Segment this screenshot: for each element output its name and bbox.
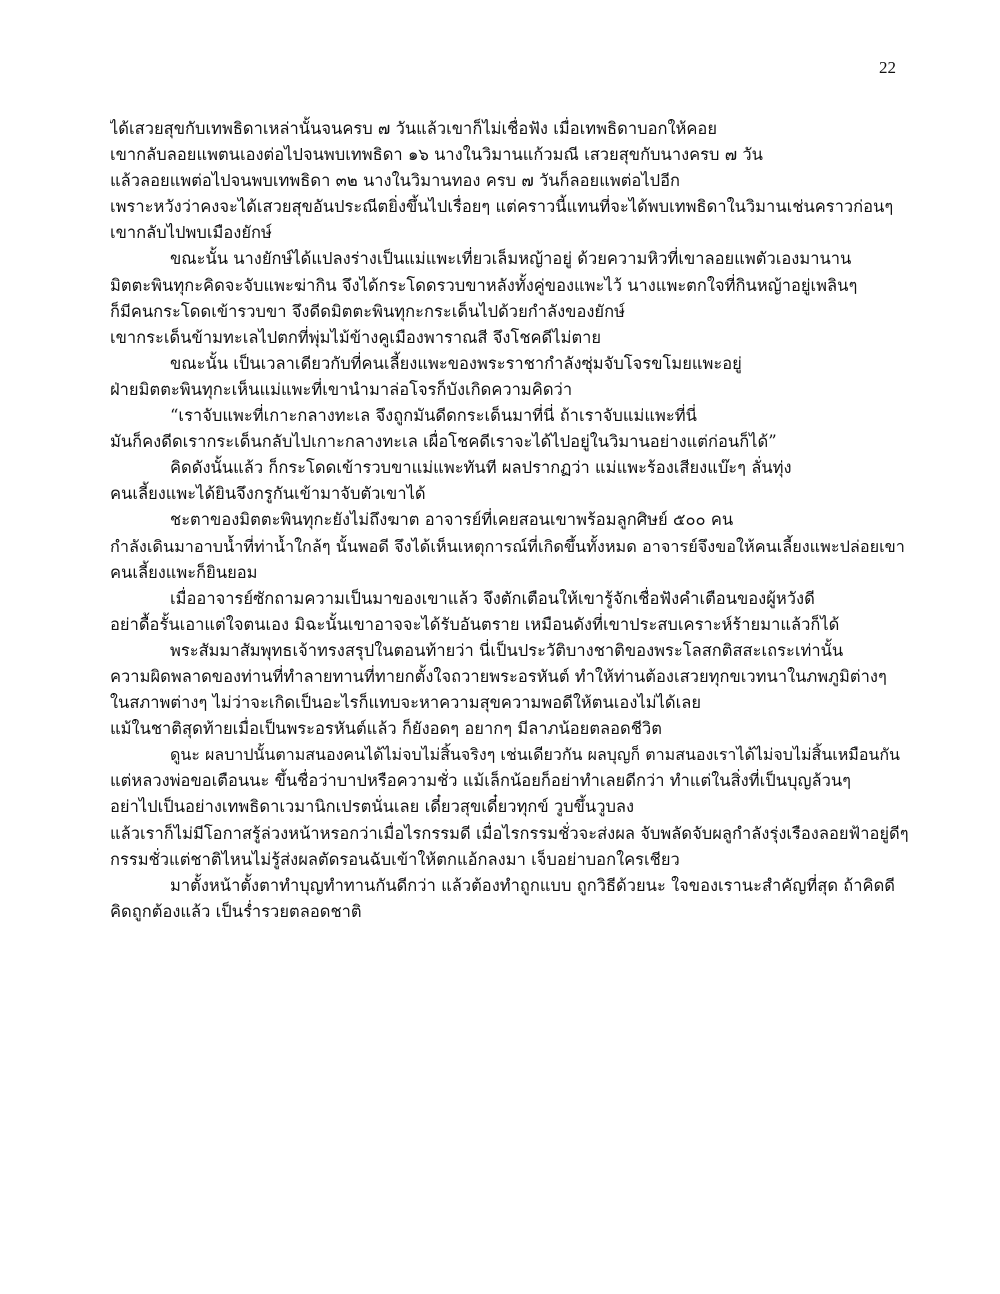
text-line: เพราะหวังว่าคงจะได้เสวยสุขอันประณีตยิ่งขึ้นไปเรื่อยๆ แต่คราวนี้แทนที่จะได้พบเทพธิดาในวิมานเช่นคราวก่อนๆ xyxy=(110,197,894,217)
text-line: เมื่ออาจารย์ซักถามความเป็นมาของเขาแล้ว จึงตักเตือนให้เขารู้จักเชื่อฟังคำเตือนของผู้หวังดี xyxy=(170,588,815,608)
text-line: คิดดังนั้นแล้ว ก็กระโดดเข้ารวบขาแม่แพะทันที ผลปรากฏว่า แม่แพะร้องเสียงแบ๊ะๆ ลั่นทุ่ง xyxy=(170,458,792,478)
text-line: คิดถูกต้องแล้ว เป็นร่ำรวยตลอดชาติ xyxy=(110,901,362,921)
text-line: ชะตาของมิตตะพินทุกะยังไม่ถึงฆาต อาจารย์ที่เคยสอนเขาพร้อมลูกศิษย์ ๕๐๐ คน xyxy=(170,510,734,530)
text-line: ในสภาพต่างๆ ไม่ว่าจะเกิดเป็นอะไรก็แทบจะหาความสุขความพอดีให้ตนเองไม่ได้เลย xyxy=(110,693,702,713)
text-line: กรรมชั่วแต่ชาติไหนไม่รู้ส่งผลตัดรอนฉับเข้าให้ตกแอ้กลงมา เจ็บอย่าบอกใครเชียว xyxy=(110,849,680,869)
text-line: แล้วลอยแพต่อไปจนพบเทพธิดา ๓๒ นางในวิมานทอง ครบ ๗ วันก็ลอยแพต่อไปอีก xyxy=(110,171,681,191)
text-line: อย่าไปเป็นอย่างเทพธิดาเวมานิกเปรตนั่นเลย เดี๋ยวสุขเดี๋ยวทุกข์ วูบขึ้นวูบลง xyxy=(110,797,635,817)
text-line: ความผิดพลาดของท่านที่ทำลายทานที่ทายกตั้งใจถวายพระอรหันต์ ทำให้ท่านต้องเสวยทุกขเวทนาในภพภูมิต่างๆ xyxy=(110,666,887,686)
text-line: เขากลับไปพบเมืองยักษ์ xyxy=(110,223,272,243)
text-line: แม้ในชาติสุดท้ายเมื่อเป็นพระอรหันต์แล้ว ก็ยังอดๆ อยากๆ มีลาภน้อยตลอดชีวิต xyxy=(110,719,662,739)
text-line: ขณะนั้น เป็นเวลาเดียวกับที่คนเลี้ยงแพะของพระราชากำลังซุ่มจับโจรขโมยแพะอยู่ xyxy=(170,353,742,373)
text-line: แล้วเราก็ไม่มีโอกาสรู้ล่วงหน้าหรอกว่าเมื่อไรกรรมดี เมื่อไรกรรมชั่วจะส่งผล จับพลัดจับผลูกำลังรุ่งเรืองลอยฟ้าอยู่ดีๆ xyxy=(110,823,909,843)
body-text xyxy=(110,116,910,925)
text-line: เขากลับลอยแพตนเองต่อไปจนพบเทพธิดา ๑๖ นางในวิมานแก้วมณี เสวยสุขกับนางครบ ๗ วัน xyxy=(110,145,763,165)
text-line: แต่หลวงพ่อขอเตือนนะ ขึ้นชื่อว่าบาปหรือความชั่ว แม้เล็กน้อยก็อย่าทำเลยดีกว่า ทำแต่ในสิ่งที่เป็นบุญล้วนๆ xyxy=(110,771,852,791)
text-line: มิตตะพินทุกะคิดจะจับแพะฆ่ากิน จึงได้กระโดดรวบขาหลังทั้งคู่ของแพะไว้ นางแพะตกใจที่กินหญ้าอยู่เพลินๆ xyxy=(110,275,858,295)
text-line: ฝ่ายมิตตะพินทุกะเห็นแม่แพะที่เขานำมาล่อโจรก็บังเกิดความคิดว่า xyxy=(110,379,573,399)
text-line: อย่าดื้อรั้นเอาแต่ใจตนเอง มิฉะนั้นเขาอาจจะได้รับอันตราย เหมือนดังที่เขาประสบเคราะห์ร้ายมาแล้วก็ได้ xyxy=(110,614,840,634)
text-line: คนเลี้ยงแพะก็ยินยอม xyxy=(110,562,258,582)
text-line: มันก็คงดีดเรากระเด็นกลับไปเกาะกลางทะเล เผื่อโชคดีเราจะได้ไปอยู่ในวิมานอย่างแต่ก่อนก็ได้” xyxy=(110,432,777,452)
text-line: มาตั้งหน้าตั้งตาทำบุญทำทานกันดีกว่า แล้วต้องทำถูกแบบ ถูกวิธีด้วยนะ ใจของเรานะสำคัญที่สุด ถ้าคิดดี xyxy=(170,875,896,895)
text-line: ขณะนั้น นางยักษ์ได้แปลงร่างเป็นแม่แพะเที่ยวเล็มหญ้าอยู่ ด้วยความหิวที่เขาลอยแพตัวเองมานาน xyxy=(170,249,852,269)
text-line: ได้เสวยสุขกับเทพธิดาเหล่านั้นจนครบ ๗ วันแล้วเขาก็ไม่เชื่อฟัง เมื่อเทพธิดาบอกให้คอย xyxy=(110,119,718,138)
text-line: เขากระเด็นข้ามทะเลไปตกที่พุ่มไม้ข้างคูเมืองพาราณสี จึงโชคดีไม่ตาย xyxy=(110,327,602,347)
text-line: ดูนะ ผลบาปนั้นตามสนองคนได้ไม่จบไม่สิ้นจริงๆ เช่นเดียวกัน ผลบุญก็ ตามสนองเราได้ไม่จบไม่สิ้นเหมือนกัน xyxy=(170,745,900,765)
text-line: กำลังเดินมาอาบน้ำที่ท่าน้ำใกล้ๆ นั้นพอดี จึงได้เห็นเหตุการณ์ที่เกิดขึ้นทั้งหมด อาจารย์จึงขอให้คนเลี้ยงแพะปล่อยเขา xyxy=(110,536,905,556)
text-line: คนเลี้ยงแพะได้ยินจึงกรูกันเข้ามาจับตัวเขาได้ xyxy=(110,484,426,504)
text-line: “เราจับแพะที่เกาะกลางทะเล จึงถูกมันดีดกระเด็นมาที่นี่ ถ้าเราจับแม่แพะที่นี่ xyxy=(170,406,697,426)
page-number: 22 xyxy=(879,58,896,77)
text-line: ก็มีคนกระโดดเข้ารวบขา จึงดีดมิตตะพินทุกะกระเด็นไปด้วยกำลังของยักษ์ xyxy=(110,301,625,321)
text-line: พระสัมมาสัมพุทธเจ้าทรงสรุปในตอนท้ายว่า นี่เป็นประวัติบางชาติของพระโลสกติสสะเถระเท่านั้น xyxy=(170,640,844,660)
